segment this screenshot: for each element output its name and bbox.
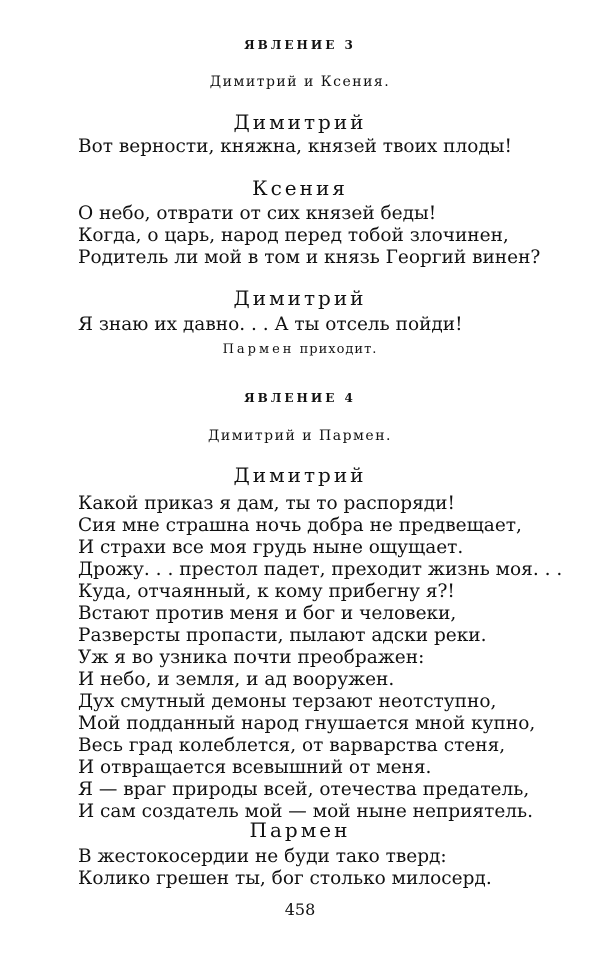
speech-verse	[78, 314, 578, 336]
verse-line: И отвращается всевышний от меня.	[78, 757, 432, 778]
speech-verse	[78, 136, 578, 158]
verse-line: Весь град колеблется, от варварства стеня,	[78, 735, 506, 756]
scene-4-persons: Димитрий и Пармен.	[207, 428, 392, 444]
speaker-name: Димитрий	[233, 110, 367, 134]
verse-line: Я — враг природы всей, отечества предатель,	[78, 779, 530, 800]
verse-line: И страхи все моя грудь ныне ощущает.	[78, 537, 464, 558]
stage-direction-action: приходит.	[299, 342, 378, 357]
scene-3-persons: Димитрий и Ксения.	[209, 74, 391, 90]
verse-line: В жестокосердии не буди тако тверд:	[78, 846, 447, 867]
scene-4-title: ЯВЛЕНИЕ 4	[244, 391, 356, 405]
speaker-name: Димитрий	[233, 463, 367, 487]
speaker-name: Димитрий	[233, 286, 367, 310]
stage-direction	[0, 342, 600, 357]
verse-line: И сам создатель мой — мой ныне неприятель.	[78, 801, 533, 822]
speaker-name: Ксения	[252, 176, 348, 200]
verse-line: Дух смутный демоны терзают неотступно,	[78, 691, 497, 712]
speaker-name: Пармен	[249, 818, 351, 842]
verse-line: Колико грешен ты, бог столько милосерд.	[78, 868, 492, 889]
speech-verse	[78, 493, 578, 823]
verse-line: Встают против меня и бог и человеки,	[78, 603, 457, 624]
page-number: 458	[284, 900, 316, 919]
verse-line: Сия мне страшна ночь добра не предвещает,	[78, 515, 522, 536]
verse-line: Разверсты пропасти, пылают адски реки.	[78, 625, 487, 646]
verse-line: Когда, о царь, народ перед тобой злочинен,	[78, 225, 509, 246]
scene-3-title: ЯВЛЕНИЕ 3	[244, 38, 356, 52]
verse-line: И небо, и земля, и ад вооружен.	[78, 669, 395, 690]
verse-line: Куда, отчаянный, к кому прибегну я?!	[78, 581, 455, 602]
verse-line: Родитель ли мой в том и князь Георгий винен?	[78, 247, 541, 268]
stage-direction-name: Пармен	[222, 342, 295, 357]
verse-line: Какой приказ я дам, ты то распоряди!	[78, 493, 455, 514]
speech-verse	[78, 203, 578, 269]
verse-line: Дрожу. . . престол падет, преходит жизнь моя. . .	[78, 559, 563, 580]
speech-verse	[78, 846, 578, 890]
verse-line: Уж я во узника почти преображен:	[78, 647, 425, 668]
verse-line: Мой подданный народ гнушается мной купно,	[78, 713, 536, 734]
verse-line: Я знаю их давно. . . А ты отсель пойди!	[78, 314, 463, 335]
verse-line: О небо, отврати от сих князей беды!	[78, 203, 437, 224]
verse-line: Вот верности, княжна, князей твоих плоды!	[78, 136, 512, 157]
